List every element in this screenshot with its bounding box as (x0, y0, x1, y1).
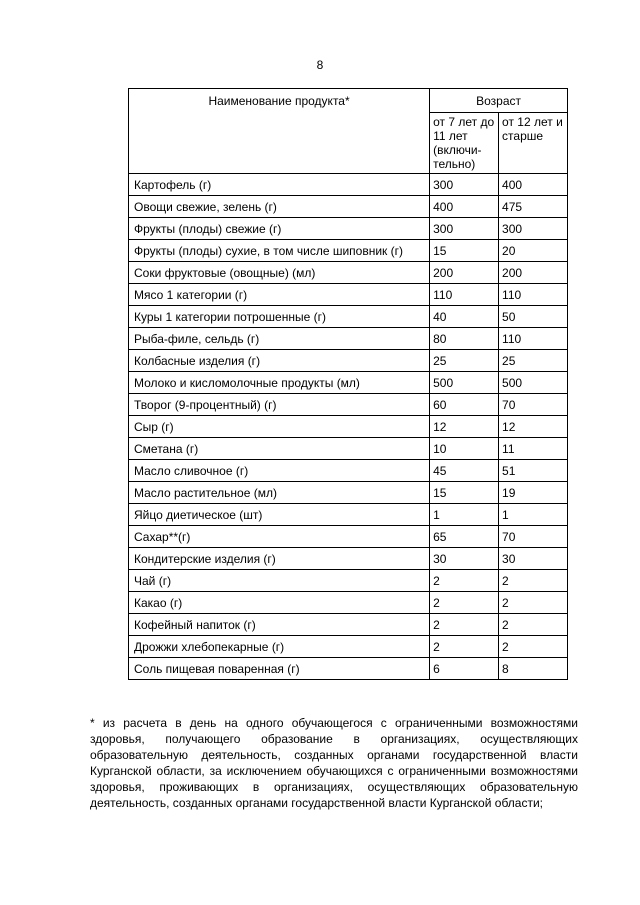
value-age-12-plus: 300 (499, 218, 568, 240)
value-age-12-plus: 19 (499, 482, 568, 504)
product-name: Куры 1 категории потрошенные (г) (129, 306, 430, 328)
table-row (129, 570, 568, 592)
value-age-12-plus: 12 (499, 416, 568, 438)
value-age-12-plus: 2 (499, 636, 568, 658)
value-age-7-11: 15 (430, 240, 499, 262)
header-age-7-11: от 7 лет до 11 лет (включи-тельно) (430, 113, 499, 174)
product-name: Сыр (г) (129, 416, 430, 438)
value-age-7-11: 6 (430, 658, 499, 680)
value-age-12-plus: 8 (499, 658, 568, 680)
product-name: Творог (9-процентный) (г) (129, 394, 430, 416)
value-age-12-plus: 25 (499, 350, 568, 372)
value-age-7-11: 60 (430, 394, 499, 416)
table-row (129, 240, 568, 262)
value-age-12-plus: 70 (499, 394, 568, 416)
value-age-7-11: 2 (430, 592, 499, 614)
value-age-7-11: 80 (430, 328, 499, 350)
value-age-12-plus: 70 (499, 526, 568, 548)
value-age-12-plus: 11 (499, 438, 568, 460)
table-row (129, 526, 568, 548)
product-name: Масло сливочное (г) (129, 460, 430, 482)
product-name: Сметана (г) (129, 438, 430, 460)
value-age-12-plus: 400 (499, 174, 568, 196)
value-age-12-plus: 51 (499, 460, 568, 482)
value-age-12-plus: 110 (499, 328, 568, 350)
table-row (129, 636, 568, 658)
value-age-12-plus: 50 (499, 306, 568, 328)
value-age-12-plus: 2 (499, 570, 568, 592)
table-row (129, 416, 568, 438)
table-row (129, 658, 568, 680)
table-row (129, 196, 568, 218)
product-name: Дрожжи хлебопекарные (г) (129, 636, 430, 658)
table-row (129, 460, 568, 482)
value-age-7-11: 2 (430, 614, 499, 636)
footnote: * из расчета в день на одного обучающегося с ограниченными возможностями здоровья, получающего образование в организациях, осуществляющих образовательную деятельность, созданных органами государственной власти Курганской области, за исключением обучающихся с ограниченными возможностями здоровья, проживающих в организациях, осуществляющих образовательную деятельность, созданных органами государственной власти Курганской области; (90, 716, 578, 810)
value-age-7-11: 30 (430, 548, 499, 570)
value-age-12-plus: 475 (499, 196, 568, 218)
product-name: Колбасные изделия (г) (129, 350, 430, 372)
product-name: Какао (г) (129, 592, 430, 614)
value-age-7-11: 200 (430, 262, 499, 284)
value-age-7-11: 400 (430, 196, 499, 218)
value-age-7-11: 15 (430, 482, 499, 504)
table-row (129, 284, 568, 306)
header-age: Возраст (430, 89, 568, 113)
product-name: Кофейный напиток (г) (129, 614, 430, 636)
product-name: Соль пищевая поваренная (г) (129, 658, 430, 680)
product-name: Рыба-филе, сельдь (г) (129, 328, 430, 350)
value-age-7-11: 25 (430, 350, 499, 372)
value-age-7-11: 2 (430, 636, 499, 658)
value-age-12-plus: 20 (499, 240, 568, 262)
product-name: Соки фруктовые (овощные) (мл) (129, 262, 430, 284)
table-row (129, 548, 568, 570)
table-row (129, 328, 568, 350)
value-age-12-plus: 30 (499, 548, 568, 570)
value-age-12-plus: 200 (499, 262, 568, 284)
value-age-7-11: 2 (430, 570, 499, 592)
product-name: Яйцо диетическое (шт) (129, 504, 430, 526)
value-age-7-11: 12 (430, 416, 499, 438)
table-row (129, 504, 568, 526)
table-row (129, 174, 568, 196)
value-age-12-plus: 110 (499, 284, 568, 306)
table-row (129, 372, 568, 394)
value-age-12-plus: 2 (499, 592, 568, 614)
value-age-7-11: 10 (430, 438, 499, 460)
value-age-12-plus: 500 (499, 372, 568, 394)
product-name: Масло растительное (мл) (129, 482, 430, 504)
value-age-7-11: 65 (430, 526, 499, 548)
product-name: Картофель (г) (129, 174, 430, 196)
product-name: Овощи свежие, зелень (г) (129, 196, 430, 218)
value-age-12-plus: 1 (499, 504, 568, 526)
value-age-7-11: 1 (430, 504, 499, 526)
product-name: Чай (г) (129, 570, 430, 592)
value-age-7-11: 500 (430, 372, 499, 394)
table-row (129, 592, 568, 614)
product-name: Фрукты (плоды) сухие, в том числе шиповник (г) (129, 240, 430, 262)
header-product: Наименование продукта* (129, 89, 430, 174)
table-row (129, 218, 568, 240)
product-name: Молоко и кисломолочные продукты (мл) (129, 372, 430, 394)
product-name: Кондитерские изделия (г) (129, 548, 430, 570)
table-body (129, 174, 568, 680)
table-row (129, 306, 568, 328)
header-age-12-plus: от 12 лет и старше (499, 113, 568, 174)
product-name: Сахар**(г) (129, 526, 430, 548)
table-row (129, 482, 568, 504)
table-row (129, 438, 568, 460)
table-row (129, 614, 568, 636)
value-age-7-11: 110 (430, 284, 499, 306)
page-number: 8 (316, 58, 324, 72)
value-age-7-11: 300 (430, 174, 499, 196)
table-row (129, 262, 568, 284)
product-name: Фрукты (плоды) свежие (г) (129, 218, 430, 240)
table-row (129, 350, 568, 372)
value-age-7-11: 40 (430, 306, 499, 328)
food-ration-table (128, 88, 568, 680)
table-row (129, 394, 568, 416)
value-age-7-11: 45 (430, 460, 499, 482)
product-name: Мясо 1 категории (г) (129, 284, 430, 306)
value-age-7-11: 300 (430, 218, 499, 240)
value-age-12-plus: 2 (499, 614, 568, 636)
